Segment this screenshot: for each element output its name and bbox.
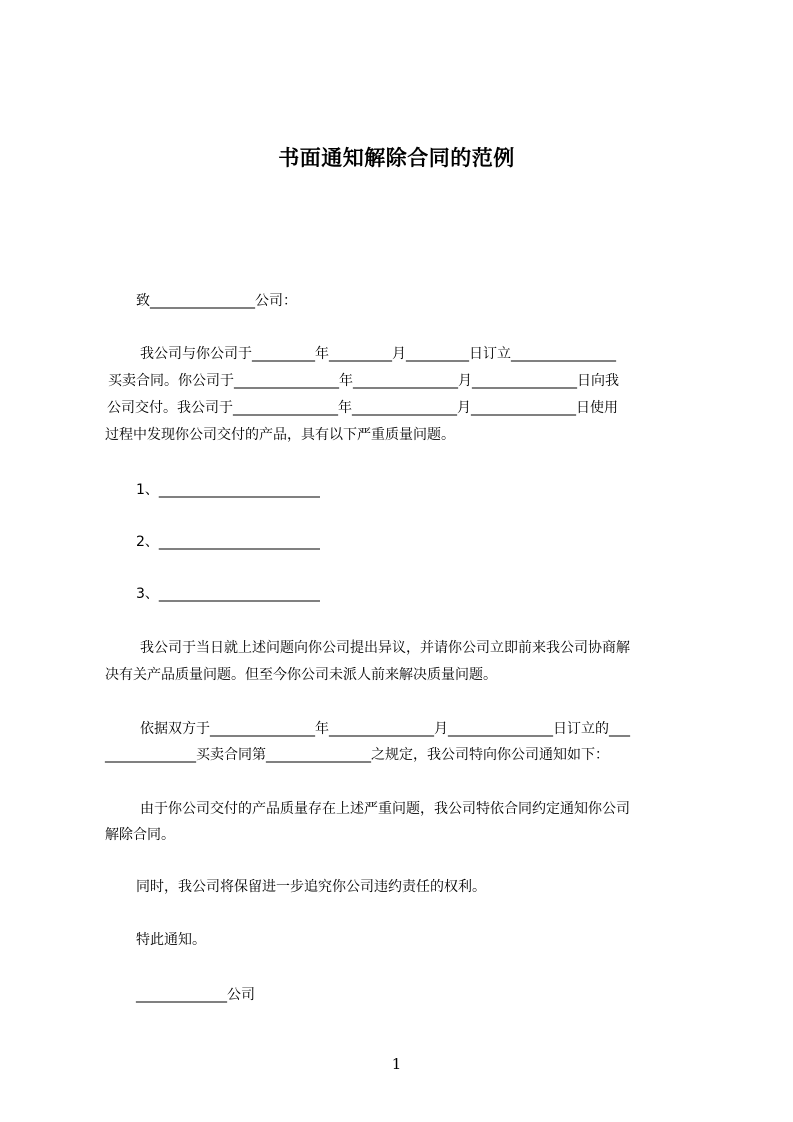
issue-item-2: 2、_______________________ (136, 534, 320, 550)
issue-item-1: 1、_______________________ (136, 482, 320, 498)
paragraph-2-line-1: 我公司于当日就上述问题向你公司提出异议，并请你公司立即前来我公司协商解 (140, 640, 630, 656)
page-number: 1 (391, 1055, 402, 1073)
document-title: 书面通知解除合同的范例 (278, 146, 515, 170)
paragraph-3-line-1: 依据双方于_______________年_______________月_______________日订立的___ (140, 721, 630, 737)
issue-item-3: 3、_______________________ (136, 586, 320, 602)
salutation: 致_______________公司： (136, 293, 297, 309)
paragraph-2-line-2: 决有关产品质量问题。但至今你公司未派人前来解决质量问题。 (105, 667, 497, 683)
paragraph-5: 同时，我公司将保留进一步追究你公司违约责任的权利。 (136, 879, 486, 895)
paragraph-1-line-2: 买卖合同。你公司于_______________年_______________月_______________日向我 (108, 373, 619, 389)
closing-line: 特此通知。 (136, 932, 206, 948)
signature-line: _____________公司 (136, 987, 255, 1003)
paragraph-1-line-1: 我公司与你公司于_________年_________月_________日订立_______________ (140, 346, 616, 362)
paragraph-1-line-4: 过程中发现你公司交付的产品，具有以下严重质量问题。 (105, 427, 455, 443)
paragraph-1-line-3: 公司交付。我公司于_______________年_______________月_______________日使用 (107, 400, 618, 416)
paragraph-3-line-2: _____________买卖合同第_______________之规定，我公司特向你公司通知如下： (105, 747, 609, 763)
paragraph-4-line-1: 由于你公司交付的产品质量存在上述严重问题，我公司特依合同约定通知你公司 (140, 801, 630, 817)
paragraph-4-line-2: 解除合同。 (105, 827, 175, 843)
